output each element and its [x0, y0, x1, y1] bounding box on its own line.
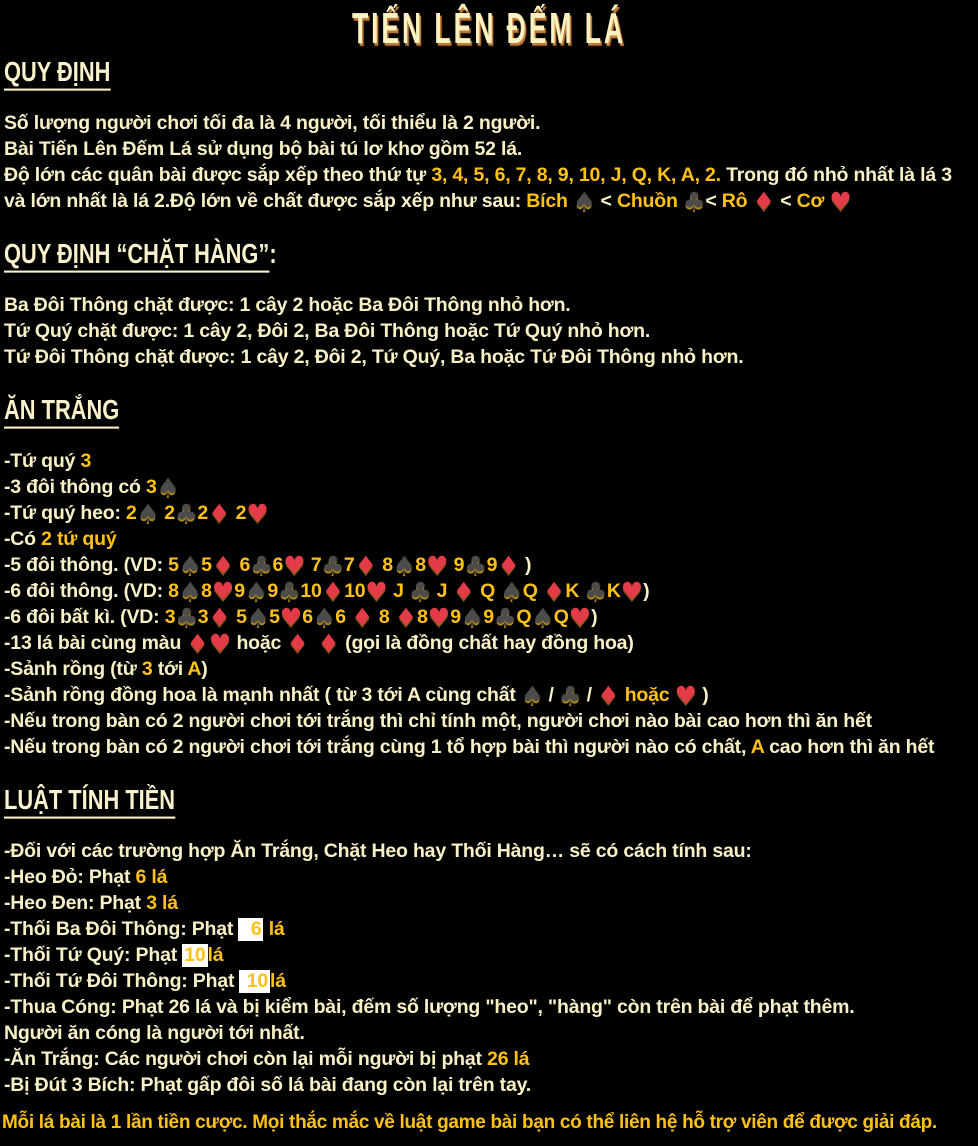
highlight-text: A [750, 736, 764, 758]
spade-icon: ♠ [244, 577, 268, 606]
highlight-text: 6 lá [135, 866, 168, 888]
club-icon: ♣ [464, 551, 487, 580]
highlight-text: K [565, 580, 585, 602]
text-segment: -Sảnh rồng (từ [4, 658, 142, 680]
section-heading-text: ĂN TRẮNG [4, 394, 119, 429]
highlight-text: K [606, 580, 621, 602]
diamond-icon: ♦ [208, 499, 231, 528]
rule-line [4, 890, 978, 916]
rule-line [4, 526, 978, 552]
highlight-text: 5 [236, 606, 247, 628]
section-heading [4, 394, 119, 427]
text-segment: -Nếu trong bàn có 2 người chơi tới trắng cùng 1 tổ hợp bài thì người nào có chất, [4, 736, 751, 758]
text-segment: -Ăn Trắng: Các người chơi còn lại mỗi người bị phạt [4, 1048, 488, 1070]
highlight-text: 2 tứ quý [41, 528, 117, 550]
diamond-icon: ♦ [286, 629, 318, 658]
rule-line [4, 708, 978, 734]
text-segment: (gọi là đồng chất hay đồng hoa) [339, 632, 634, 654]
section-an-trang [0, 394, 978, 760]
spade-icon: ♠ [178, 551, 202, 580]
text-segment: -Heo Đỏ: Phạt [4, 866, 136, 888]
highlight-text: 10 [344, 580, 366, 602]
spade-icon: ♠ [312, 603, 336, 632]
club-icon: ♣ [682, 187, 706, 216]
text-segment: ) [697, 684, 709, 706]
footer-note: Mỗi lá bài là 1 lần tiền cược. Mọi thắc mắc về luật game bài bạn có thể liên hệ hỗ trợ viên để được giải đáp. [2, 1112, 937, 1133]
text-segment: Tứ Quý chặt được: 1 cây 2, Đôi 2, Ba Đôi Thông hoặc Tứ Quý nhỏ hơn. [4, 320, 651, 342]
highlight-text: J [436, 580, 453, 602]
text-segment: và lớn nhất là lá 2.Độ lớn về chất được sắp xếp như sau: [4, 190, 527, 212]
diamond-icon: ♦ [186, 629, 209, 658]
diamond-icon: ♦ [497, 551, 520, 580]
highlight-text: 8 [415, 554, 426, 576]
section-heading-text: QUY ĐỊNH [4, 56, 110, 91]
section-heading-suffix: : [269, 238, 277, 270]
highlight-text: 9 [234, 580, 245, 602]
highlight-text: 3 [141, 658, 153, 680]
highlight-text: 9 [483, 606, 494, 628]
text-segment: -Có [4, 528, 42, 550]
diamond-icon: ♦ [542, 577, 566, 606]
highlight-text: 6 [239, 554, 251, 576]
diamond-icon: ♦ [452, 577, 475, 606]
highlight-text: 2 [230, 502, 247, 524]
text-segment: ) [643, 580, 650, 602]
text-segment: -Thối Ba Đôi Thông: Phạt [4, 918, 239, 940]
text-segment: hoặc [231, 632, 287, 654]
diamond-icon: ♦ [351, 603, 374, 632]
highlight-text: 5 [201, 554, 212, 576]
heart-icon: ♥ [211, 577, 235, 606]
rule-line [4, 630, 978, 656]
rule-line [4, 448, 978, 474]
heart-icon: ♥ [620, 577, 644, 606]
text-segment: Độ lớn các quân bài được sắp xếp theo thứ tự [4, 164, 432, 186]
highlight-text: Rô [721, 190, 753, 212]
text-segment: Ba Đôi Thông chặt được: 1 cây 2 hoặc Ba Đôi Thông nhỏ hơn. [4, 294, 571, 316]
text-segment: ) [591, 606, 598, 628]
text-segment: < [705, 190, 722, 212]
section-heading-row [4, 56, 978, 88]
rule-line [4, 344, 978, 370]
club-icon: ♣ [408, 577, 432, 606]
highlight-text: J [393, 580, 409, 602]
highlight-text: 9 [450, 606, 461, 628]
club-icon: ♣ [559, 681, 582, 710]
rule-line [4, 552, 978, 578]
text-segment: -3 đôi thông có [4, 476, 146, 498]
rule-line [4, 110, 978, 136]
rule-line [4, 500, 978, 526]
highlight-text: 8 [201, 580, 212, 602]
section-heading-text: QUY ĐỊNH “CHẶT HÀNG” [4, 238, 269, 273]
section-heading [4, 784, 175, 817]
text-segment: -Nếu trong bàn có 2 người chơi tới trắng thì chỉ tính một, người chơi nào bài cao hơn thì ăn hết [4, 710, 872, 732]
text-segment: -Đối với các trường hợp Ăn Trắng, Chặt Heo hay Thối Hàng… sẽ có cách tính sau: [4, 840, 752, 862]
heart-icon: ♥ [568, 603, 592, 632]
text-segment: Số lượng người chơi tối đa là 4 người, tối thiểu là 2 người. [4, 112, 541, 134]
text-segment: < [595, 190, 617, 212]
rule-line [4, 474, 978, 500]
diamond-icon: ♦ [752, 187, 775, 216]
text-segment: -Bị Đút 3 Bích: Phạt gấp đôi số lá bài đang còn lại trên tay. [4, 1074, 532, 1096]
text-segment: -Tứ quý heo: [4, 502, 127, 524]
highlight-text: 8 [378, 606, 395, 628]
text-segment: -Tứ quý [4, 450, 81, 472]
highlight-text: 2 [197, 502, 209, 524]
highlighted-number: 10 [184, 944, 206, 966]
highlight-text: Bích [526, 190, 573, 212]
highlight-text: 2 [126, 502, 137, 524]
rule-line [4, 578, 978, 604]
highlight-text: Q [522, 580, 543, 602]
section-heading-row [4, 784, 978, 816]
highlight-text: A [187, 658, 202, 680]
club-icon: ♣ [321, 551, 344, 580]
section-heading [4, 56, 110, 89]
rule-line [4, 318, 978, 344]
rule-line [4, 942, 978, 968]
highlight-text: Q [480, 580, 501, 602]
rule-line [4, 1020, 978, 1046]
highlight-text: 26 lá [487, 1048, 530, 1070]
highlight-text: 3 [164, 606, 176, 628]
text-segment: Bài Tiến Lên Đếm Lá sử dụng bộ bài tú lơ khơ gồm 52 lá. [4, 138, 523, 160]
text-segment: -13 lá bài cùng màu [4, 632, 187, 654]
club-icon: ♣ [493, 603, 517, 632]
section-heading-row [4, 394, 978, 426]
diamond-icon: ♦ [317, 629, 340, 658]
heart-icon: ♥ [246, 499, 269, 528]
highlight-text: 2 [159, 502, 175, 524]
heart-icon: ♥ [208, 629, 232, 658]
highlight-text: 9 [453, 554, 465, 576]
highlight-text: 6 [335, 606, 352, 628]
text-segment: ) [519, 554, 532, 576]
spade-icon: ♠ [392, 551, 416, 580]
highlight-text: Cơ [796, 190, 830, 212]
text-segment: < [774, 190, 797, 212]
text-segment: -Thua Cóng: Phạt 26 lá và bị kiểm bài, đếm số lượng "heo", "hàng" còn trên bài để phạt thêm. [4, 996, 855, 1018]
rule-line [4, 1072, 978, 1098]
club-icon: ♣ [584, 577, 607, 606]
spade-icon: ♠ [500, 577, 523, 606]
spade-icon: ♠ [520, 681, 544, 710]
text-segment: -6 đôi thông. (VD: [4, 580, 169, 602]
spade-icon: ♠ [246, 603, 270, 632]
highlight-text: 9 [486, 554, 498, 576]
heart-icon: ♥ [674, 681, 698, 710]
heart-icon: ♥ [365, 577, 388, 606]
text-segment: -5 đôi thông. (VD: [4, 554, 169, 576]
highlight-text: 9 [267, 580, 278, 602]
club-icon: ♣ [250, 551, 273, 580]
highlight-text: 3 lá [146, 892, 178, 914]
highlight-text: 6 [272, 554, 284, 576]
rule-line [4, 162, 978, 188]
rule-line [4, 864, 978, 890]
heart-icon: ♥ [279, 603, 303, 632]
text-segment: Trong đó nhỏ nhất là lá 3 [720, 164, 952, 186]
club-icon: ♣ [175, 603, 198, 632]
highlight-text: lá [270, 970, 286, 992]
text-segment: -Thối Tứ Quý: Phạt [4, 944, 183, 966]
rule-line [4, 916, 978, 942]
highlight-text: hoặc [619, 684, 675, 706]
heart-icon: ♥ [425, 551, 449, 580]
highlight-text: 7 [310, 554, 322, 576]
highlight-text: 10 [300, 580, 322, 602]
text-segment: -6 đôi bất kì. (VD: [4, 606, 165, 628]
rule-line [4, 968, 978, 994]
text-segment: / [581, 684, 598, 706]
diamond-icon: ♦ [354, 551, 377, 580]
text-segment: -Heo Đen: Phạt [4, 892, 147, 914]
spade-icon: ♠ [572, 187, 596, 216]
heart-icon: ♥ [829, 187, 852, 216]
text-segment: ) [201, 658, 208, 680]
section-chat-hang [0, 238, 978, 370]
section-heading-row [4, 238, 978, 270]
page-title: TIẾN LÊN ĐẾM LÁ [351, 4, 627, 53]
section-luat-tinh-tien [0, 784, 978, 1098]
rule-line [4, 734, 978, 760]
highlight-text: 3 [197, 606, 209, 628]
club-icon: ♣ [174, 499, 198, 528]
highlight-text: Q [553, 606, 569, 628]
highlight-text: lá [263, 918, 285, 940]
rule-line [4, 682, 978, 708]
rule-line [4, 188, 978, 214]
rules-page [0, 4, 978, 1146]
highlight-text: lá [207, 944, 224, 966]
highlight-text: 7 [343, 554, 355, 576]
rule-line [4, 136, 978, 162]
text-segment: cao hơn thì ăn hết [763, 736, 935, 758]
highlight-text: 5 [269, 606, 280, 628]
rule-line [4, 292, 978, 318]
diamond-icon: ♦ [321, 577, 345, 606]
section-heading [4, 238, 277, 271]
club-icon: ♣ [277, 577, 301, 606]
spade-icon: ♠ [156, 473, 180, 502]
rule-line [4, 656, 978, 682]
heart-icon: ♥ [427, 603, 451, 632]
text-segment: -Sảnh rồng đồng hoa là mạnh nhất ( từ 3 tới A cùng chất [4, 684, 521, 706]
highlight-text: 3, 4, 5, 6, 7, 8, 9, 10, J, Q, K, A, 2. [431, 164, 721, 186]
highlighted-number: 6 [240, 918, 262, 940]
rule-line [4, 604, 978, 630]
rule-line [4, 838, 978, 864]
diamond-icon: ♦ [597, 681, 620, 710]
spade-icon: ♠ [460, 603, 484, 632]
diamond-icon: ♦ [208, 603, 231, 632]
heart-icon: ♥ [283, 551, 306, 580]
text-segment: Người ăn cóng là người tới nhất. [4, 1022, 305, 1044]
highlight-text: 5 [168, 554, 179, 576]
text-segment: -Thối Tứ Đôi Thông: Phạt [4, 970, 240, 992]
diamond-icon: ♦ [394, 603, 418, 632]
text-segment: Tứ Đôi Thông chặt được: 1 cây 2, Đôi 2, Tứ Quý, Ba hoặc Tứ Đôi Thông nhỏ hơn. [4, 346, 744, 368]
section-quy-dinh [0, 56, 978, 214]
rules-content [0, 56, 978, 1098]
highlight-text: 3 [80, 450, 92, 472]
highlight-text: 3 [145, 476, 157, 498]
highlight-text: 6 [302, 606, 313, 628]
highlight-text: Q [516, 606, 532, 628]
rule-line [4, 1046, 978, 1072]
highlight-text: 8 [417, 606, 428, 628]
text-segment: tới [152, 658, 188, 680]
text-segment: / [543, 684, 559, 706]
highlight-text: 8 [168, 580, 179, 602]
spade-icon: ♠ [178, 577, 202, 606]
spade-icon: ♠ [531, 603, 554, 632]
section-heading-text: LUẬT TÍNH TIỀN [4, 784, 175, 819]
highlight-text: Chuồn [616, 190, 683, 212]
diamond-icon: ♦ [211, 551, 235, 580]
rule-line [4, 994, 978, 1020]
highlight-text: 8 [382, 554, 393, 576]
spade-icon: ♠ [136, 499, 160, 528]
highlighted-number: 10 [241, 970, 268, 992]
